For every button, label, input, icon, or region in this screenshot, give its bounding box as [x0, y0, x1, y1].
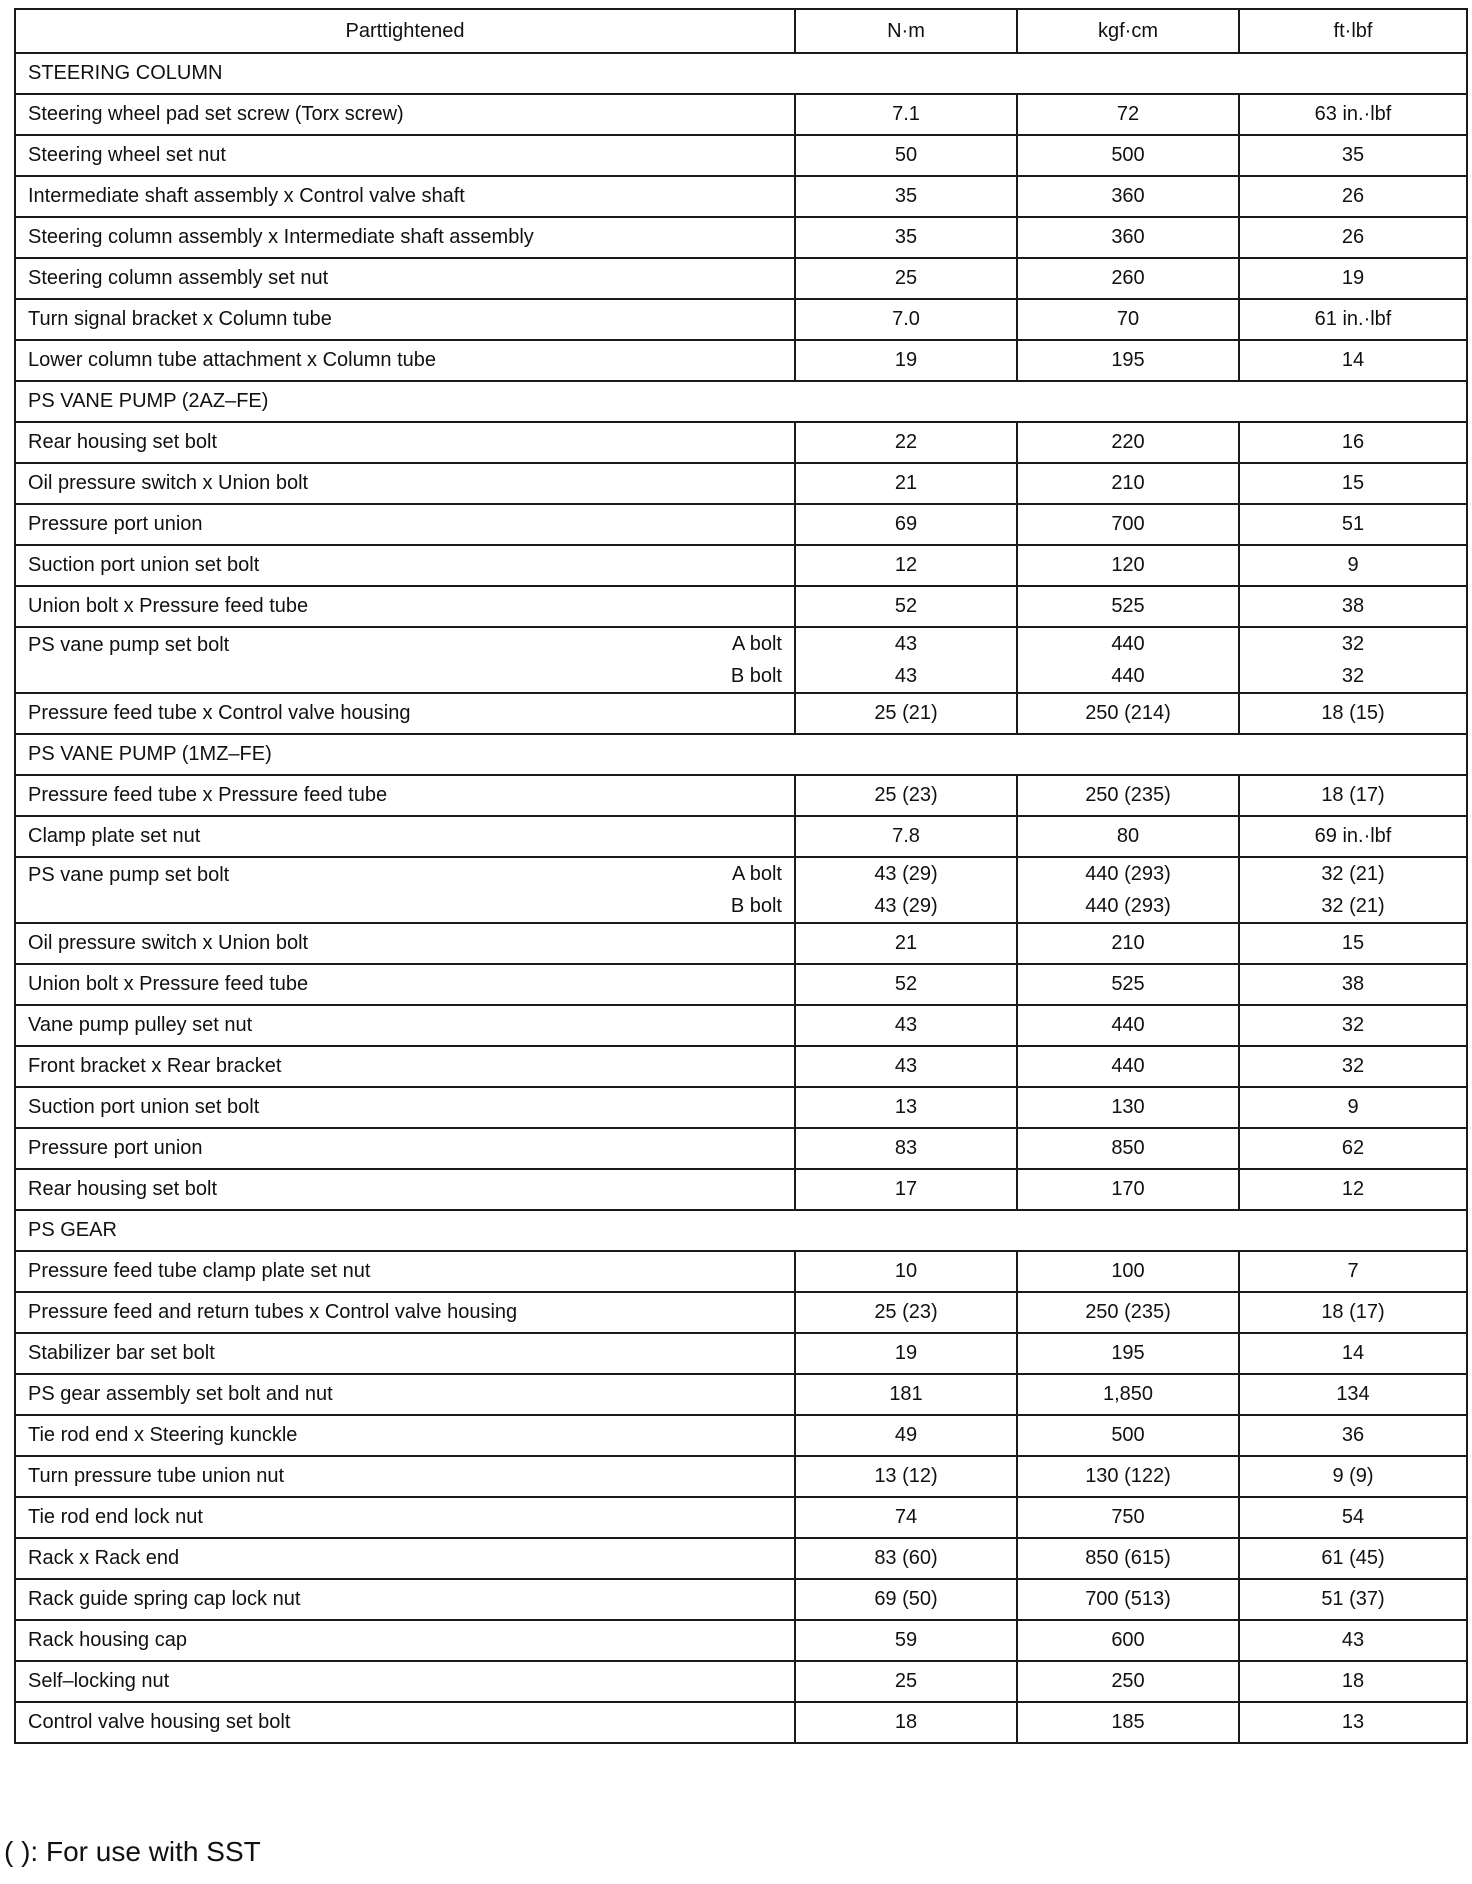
- value-kgf: 850: [1017, 1128, 1239, 1169]
- table-row: [15, 1415, 1467, 1456]
- value-nm: [795, 857, 1017, 923]
- value-nm: [795, 627, 1017, 693]
- value-ft: 38: [1239, 586, 1467, 627]
- value-ft: 19: [1239, 258, 1467, 299]
- part-cell: Pressure port union: [15, 504, 795, 545]
- section-title: PS GEAR: [15, 1210, 1467, 1251]
- part-cell: [15, 857, 795, 923]
- table-row: [15, 176, 1467, 217]
- value-ft: 26: [1239, 176, 1467, 217]
- part-cell: Tie rod end lock nut: [15, 1497, 795, 1538]
- table-row: [15, 217, 1467, 258]
- part-cell: Oil pressure switch x Union bolt: [15, 923, 795, 964]
- value-kgf: 850 (615): [1017, 1538, 1239, 1579]
- header-row: [15, 9, 1467, 53]
- value-nm: 19: [795, 1333, 1017, 1374]
- value-ft: 54: [1239, 1497, 1467, 1538]
- value-nm: 22: [795, 422, 1017, 463]
- value-kgf: 120: [1017, 545, 1239, 586]
- part-cell: Control valve housing set bolt: [15, 1702, 795, 1743]
- value-kgf: 210: [1017, 463, 1239, 504]
- value-ft-line: 32 (21): [1321, 895, 1385, 917]
- value-ft: 63 in.·lbf: [1239, 94, 1467, 135]
- value-nm: 43: [795, 1005, 1017, 1046]
- table-row: [15, 463, 1467, 504]
- footnote: ( ): For use with SST: [4, 1836, 261, 1867]
- part-cell: Turn signal bracket x Column tube: [15, 299, 795, 340]
- value-nm: 13 (12): [795, 1456, 1017, 1497]
- table-row: [15, 1087, 1467, 1128]
- value-nm: 18: [795, 1702, 1017, 1743]
- table-row: [15, 1497, 1467, 1538]
- value-nm: 10: [795, 1251, 1017, 1292]
- table-row: [15, 1702, 1467, 1743]
- table-body: [15, 53, 1467, 1743]
- part-cell: Union bolt x Pressure feed tube: [15, 964, 795, 1005]
- table-row: [15, 1333, 1467, 1374]
- value-nm: 52: [795, 586, 1017, 627]
- value-kgf: 100: [1017, 1251, 1239, 1292]
- value-nm: 21: [795, 923, 1017, 964]
- value-ft: 32: [1239, 1005, 1467, 1046]
- value-ft: 36: [1239, 1415, 1467, 1456]
- table-row: [15, 1046, 1467, 1087]
- value-ft: 9 (9): [1239, 1456, 1467, 1497]
- header-kgf-cm: kgf·cm: [1017, 9, 1239, 53]
- table-row: [15, 94, 1467, 135]
- table-row: [15, 135, 1467, 176]
- part-cell: Pressure feed tube x Pressure feed tube: [15, 775, 795, 816]
- value-ft: 26: [1239, 217, 1467, 258]
- value-kgf: 210: [1017, 923, 1239, 964]
- value-ft: 15: [1239, 923, 1467, 964]
- value-kgf: 130: [1017, 1087, 1239, 1128]
- value-ft: 18 (17): [1239, 1292, 1467, 1333]
- value-ft: 43: [1239, 1620, 1467, 1661]
- value-nm: 59: [795, 1620, 1017, 1661]
- value-kgf-line: 440 (293): [1085, 863, 1171, 885]
- part-cell: Self–locking nut: [15, 1661, 795, 1702]
- part-cell: Pressure feed and return tubes x Control valve housing: [15, 1292, 795, 1333]
- value-kgf-line: 440: [1111, 633, 1145, 655]
- part-cell: Rack guide spring cap lock nut: [15, 1579, 795, 1620]
- value-ft: 9: [1239, 1087, 1467, 1128]
- table-row: [15, 258, 1467, 299]
- part-cell: Turn pressure tube union nut: [15, 1456, 795, 1497]
- part-cell: Steering wheel pad set screw (Torx screw): [15, 94, 795, 135]
- value-kgf: 195: [1017, 340, 1239, 381]
- table-row: [15, 1661, 1467, 1702]
- section-title: PS VANE PUMP (2AZ–FE): [15, 381, 1467, 422]
- part-cell: Suction port union set bolt: [15, 1087, 795, 1128]
- value-kgf: 440: [1017, 1005, 1239, 1046]
- value-kgf: 440: [1017, 1046, 1239, 1087]
- part-cell: Suction port union set bolt: [15, 545, 795, 586]
- value-kgf: 72: [1017, 94, 1239, 135]
- value-nm: 25 (23): [795, 1292, 1017, 1333]
- value-ft: 61 in.·lbf: [1239, 299, 1467, 340]
- part-cell: Clamp plate set nut: [15, 816, 795, 857]
- value-ft: [1239, 857, 1467, 923]
- value-kgf: 250: [1017, 1661, 1239, 1702]
- value-ft: 61 (45): [1239, 1538, 1467, 1579]
- table-row: [15, 1292, 1467, 1333]
- value-nm: 13: [795, 1087, 1017, 1128]
- part-cell: Rear housing set bolt: [15, 1169, 795, 1210]
- table-row: [15, 1538, 1467, 1579]
- value-ft-line: 32: [1341, 665, 1365, 687]
- table-row: [15, 775, 1467, 816]
- value-nm: 49: [795, 1415, 1017, 1456]
- value-ft-line: 32 (21): [1321, 863, 1385, 885]
- value-ft: 18 (17): [1239, 775, 1467, 816]
- value-kgf: 360: [1017, 176, 1239, 217]
- value-nm-line: 43 (29): [874, 863, 938, 885]
- table-row: [15, 340, 1467, 381]
- value-kgf: 220: [1017, 422, 1239, 463]
- table-row: [15, 1579, 1467, 1620]
- value-nm: 12: [795, 545, 1017, 586]
- header-nm: N·m: [795, 9, 1017, 53]
- part-cell: Steering column assembly x Intermediate shaft assembly: [15, 217, 795, 258]
- value-ft: 38: [1239, 964, 1467, 1005]
- value-ft: 9: [1239, 545, 1467, 586]
- value-kgf: 600: [1017, 1620, 1239, 1661]
- part-cell: Union bolt x Pressure feed tube: [15, 586, 795, 627]
- value-kgf: 500: [1017, 135, 1239, 176]
- value-kgf: 250 (214): [1017, 693, 1239, 734]
- part-name: PS vane pump set bolt: [28, 634, 230, 656]
- section-row: [15, 734, 1467, 775]
- value-ft: 7: [1239, 1251, 1467, 1292]
- table-row: [15, 586, 1467, 627]
- section-title: STEERING COLUMN: [15, 53, 1467, 94]
- part-cell: Steering wheel set nut: [15, 135, 795, 176]
- part-cell: Rack housing cap: [15, 1620, 795, 1661]
- table-row: [15, 422, 1467, 463]
- table-row: [15, 857, 1467, 923]
- value-kgf: 1,850: [1017, 1374, 1239, 1415]
- table-row: [15, 1251, 1467, 1292]
- bolt-label: A bolt: [731, 863, 782, 885]
- value-nm-line: 43 (29): [874, 895, 938, 917]
- value-ft: 62: [1239, 1128, 1467, 1169]
- value-kgf: 700: [1017, 504, 1239, 545]
- value-ft: 12: [1239, 1169, 1467, 1210]
- value-nm: 50: [795, 135, 1017, 176]
- value-nm: 25: [795, 1661, 1017, 1702]
- part-cell: Pressure feed tube x Control valve housing: [15, 693, 795, 734]
- bolt-label: A bolt: [731, 633, 782, 655]
- table-row: [15, 1620, 1467, 1661]
- section-title: PS VANE PUMP (1MZ–FE): [15, 734, 1467, 775]
- value-kgf: 170: [1017, 1169, 1239, 1210]
- section-row: [15, 1210, 1467, 1251]
- part-cell: Rack x Rack end: [15, 1538, 795, 1579]
- part-cell: Tie rod end x Steering kunckle: [15, 1415, 795, 1456]
- section-row: [15, 381, 1467, 422]
- value-nm: 7.1: [795, 94, 1017, 135]
- value-kgf: [1017, 627, 1239, 693]
- table-row: [15, 627, 1467, 693]
- value-nm: 7.8: [795, 816, 1017, 857]
- value-nm: 83 (60): [795, 1538, 1017, 1579]
- table-row: [15, 693, 1467, 734]
- value-ft: 134: [1239, 1374, 1467, 1415]
- table-row: [15, 964, 1467, 1005]
- header-part: Parttightened: [15, 9, 795, 53]
- value-kgf-line: 440: [1111, 665, 1145, 687]
- value-kgf: 525: [1017, 964, 1239, 1005]
- value-ft: 51 (37): [1239, 1579, 1467, 1620]
- part-cell: Oil pressure switch x Union bolt: [15, 463, 795, 504]
- value-nm: 69 (50): [795, 1579, 1017, 1620]
- value-nm: 17: [795, 1169, 1017, 1210]
- part-cell: Lower column tube attachment x Column tube: [15, 340, 795, 381]
- part-cell: PS gear assembly set bolt and nut: [15, 1374, 795, 1415]
- part-cell: Vane pump pulley set nut: [15, 1005, 795, 1046]
- value-kgf: 185: [1017, 1702, 1239, 1743]
- value-kgf: 250 (235): [1017, 775, 1239, 816]
- value-kgf: 70: [1017, 299, 1239, 340]
- table-row: [15, 545, 1467, 586]
- value-nm: 7.0: [795, 299, 1017, 340]
- value-kgf: 260: [1017, 258, 1239, 299]
- table-row: [15, 1456, 1467, 1497]
- part-cell: Pressure feed tube clamp plate set nut: [15, 1251, 795, 1292]
- table-row: [15, 1128, 1467, 1169]
- value-ft: 32: [1239, 1046, 1467, 1087]
- part-cell: Stabilizer bar set bolt: [15, 1333, 795, 1374]
- part-cell: Front bracket x Rear bracket: [15, 1046, 795, 1087]
- value-ft: 18 (15): [1239, 693, 1467, 734]
- value-nm: 83: [795, 1128, 1017, 1169]
- table-row: [15, 816, 1467, 857]
- value-nm: 25: [795, 258, 1017, 299]
- part-cell: Intermediate shaft assembly x Control valve shaft: [15, 176, 795, 217]
- value-nm-line: 43: [894, 665, 918, 687]
- part-cell: [15, 627, 795, 693]
- value-nm: 25 (21): [795, 693, 1017, 734]
- value-kgf: 700 (513): [1017, 1579, 1239, 1620]
- table-row: [15, 1005, 1467, 1046]
- header-ft-lbf: ft·lbf: [1239, 9, 1467, 53]
- bolt-label: B bolt: [730, 895, 782, 917]
- value-ft: 14: [1239, 1333, 1467, 1374]
- value-nm: 21: [795, 463, 1017, 504]
- value-ft: [1239, 627, 1467, 693]
- part-cell: Steering column assembly set nut: [15, 258, 795, 299]
- value-kgf: [1017, 857, 1239, 923]
- value-kgf: 80: [1017, 816, 1239, 857]
- value-ft: 35: [1239, 135, 1467, 176]
- section-row: [15, 53, 1467, 94]
- value-kgf: 525: [1017, 586, 1239, 627]
- part-cell: Rear housing set bolt: [15, 422, 795, 463]
- value-kgf: 130 (122): [1017, 1456, 1239, 1497]
- value-ft: 14: [1239, 340, 1467, 381]
- value-ft: 51: [1239, 504, 1467, 545]
- value-ft-line: 32: [1341, 633, 1365, 655]
- value-kgf: 250 (235): [1017, 1292, 1239, 1333]
- value-nm: 181: [795, 1374, 1017, 1415]
- value-kgf: 500: [1017, 1415, 1239, 1456]
- part-name: PS vane pump set bolt: [28, 864, 230, 886]
- value-kgf: 750: [1017, 1497, 1239, 1538]
- value-ft: 13: [1239, 1702, 1467, 1743]
- value-kgf: 195: [1017, 1333, 1239, 1374]
- table-row: [15, 923, 1467, 964]
- table-row: [15, 299, 1467, 340]
- value-kgf: 360: [1017, 217, 1239, 258]
- table-row: [15, 1374, 1467, 1415]
- value-ft: 15: [1239, 463, 1467, 504]
- value-nm: 35: [795, 217, 1017, 258]
- table-row: [15, 504, 1467, 545]
- bolt-label: B bolt: [730, 665, 782, 687]
- value-kgf-line: 440 (293): [1085, 895, 1171, 917]
- table-row: [15, 1169, 1467, 1210]
- value-ft: 18: [1239, 1661, 1467, 1702]
- value-nm: 25 (23): [795, 775, 1017, 816]
- value-nm: 69: [795, 504, 1017, 545]
- value-nm: 19: [795, 340, 1017, 381]
- value-nm: 74: [795, 1497, 1017, 1538]
- value-nm: 52: [795, 964, 1017, 1005]
- value-nm: 43: [795, 1046, 1017, 1087]
- value-ft: 16: [1239, 422, 1467, 463]
- torque-spec-table: [14, 8, 1468, 1744]
- value-ft: 69 in.·lbf: [1239, 816, 1467, 857]
- value-nm-line: 43: [894, 633, 918, 655]
- value-nm: 35: [795, 176, 1017, 217]
- part-cell: Pressure port union: [15, 1128, 795, 1169]
